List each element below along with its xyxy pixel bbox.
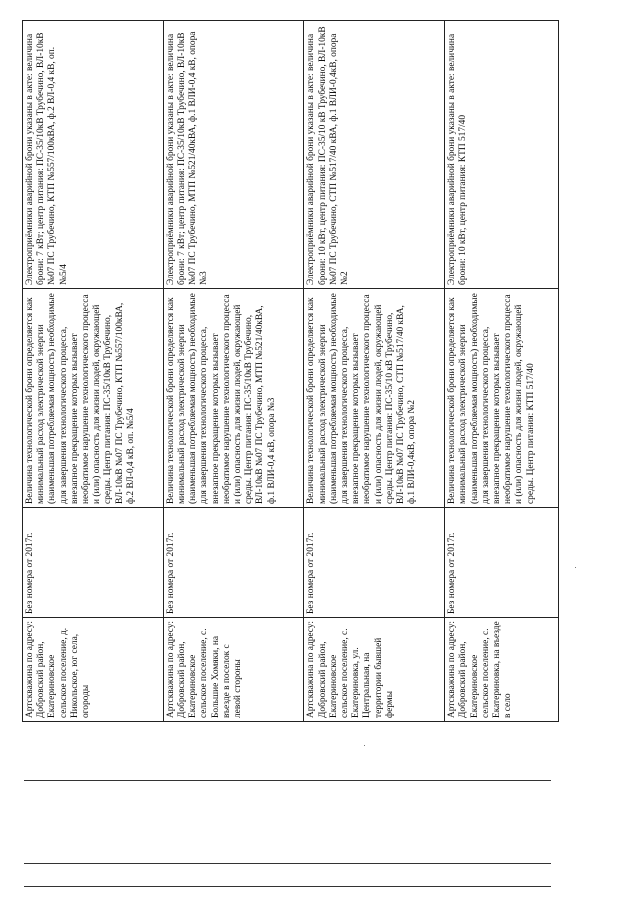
table-row bbox=[304, 21, 445, 722]
emergency-cell: Электроприёмники аварийной брони указаны в акте: величина брони: 7 кВт; центр питания: ПС-35/10кВ Трубечино, ВЛ-10кВ №07 ПС Трубечино, МТП №521/40кВА, ф.1 ВЛИ-0,4 кВ, опора №3 bbox=[163, 21, 304, 289]
number-cell: Без номера от 2017г. bbox=[445, 508, 559, 618]
separator-line bbox=[24, 863, 551, 864]
table-row bbox=[23, 21, 164, 722]
location-cell: Артскважина по адресу: Добровский район, Екатериновское сельское поселение, д. Никольское, юг села, огороды bbox=[23, 618, 164, 722]
table-row bbox=[163, 21, 304, 722]
location-cell: Артскважина по адресу: Добровский район, Екатериновское сельское поселение, с. Большие Хомяки, на въезде в поселок с левой стороны bbox=[163, 618, 304, 722]
emergency-cell: Электроприёмники аварийной брони указаны в акте: величина брони: 10 кВт, центр питания: КТП 517/40 bbox=[445, 21, 559, 289]
scan-speck bbox=[575, 567, 576, 568]
description-cell: Величина технологической брони определяется как минимальный расход электрической энергии (наименьшая потребляемая мощность) необходимые для завершения технологического процесса, внезапное прекращение которых вызывает необратимое нарушение технологического процесса и (или) опасность для жизни людей, окружающей среды. Центр питания: ПС-35/10 кВ Трубечино, ВЛ-10кВ №07 ПС Трубечино, СТП №517/40 кВА, ф.1 ВЛИ-0,4кВ, опора №2 bbox=[304, 289, 445, 508]
table-row bbox=[445, 21, 559, 722]
number-cell: Без номера от 2017г. bbox=[304, 508, 445, 618]
reserve-table bbox=[22, 20, 559, 722]
description-cell: Величина технологической брони определяется как минимальный расход электрической энергии (наименьшая потребляемая мощность) необходимые для завершения технологического процесса, внезапное прекращение которых вызывает необратимое нарушение технологического процесса и (или) опасность для жизни людей, окружающей среды. Центр питания: КТП 517/40 bbox=[445, 289, 559, 508]
location-cell: Артскважина по адресу: Добровский район, Екатериновское сельское поселение, с. Екатериновка, на въезде в село bbox=[445, 618, 559, 722]
separator-line bbox=[24, 886, 551, 887]
description-cell: Величина технологической брони определяется как минимальный расход электрической энергии (наименьшая потребляемая мощность) необходимые для завершения технологического процесса, внезапное прекращение которых вызывает необратимое нарушение технологического процесса и (или) опасность для жизни людей, окружающей среды. Центр питания: ПС-35/10кВ Трубечино, ВЛ-10кВ №07 ПС Трубечино, КТП №557/100кВА, ф.2 ВЛ-0,4 кВ, оп. №5/4 bbox=[23, 289, 164, 508]
description-cell: Величина технологической брони определяется как минимальный расход электрической энергии (наименьшая потребляемая мощность) необходимые для завершения технологического процесса, внезапное прекращение которых вызывает необратимое нарушение технологического процесса и (или) опасность для жизни людей, окружающей среды. Центр питания: ПС-35/10кВ Трубечино, ВЛ-10кВ №07 ПС Трубечино, МТП №521/40кВА, ф.1 ВЛИ-0,4 кВ, опора №3 bbox=[163, 289, 304, 508]
rotated-table-wrapper bbox=[22, 21, 559, 722]
number-cell: Без номера от 2017г. bbox=[163, 508, 304, 618]
number-cell: Без номера от 2017г. bbox=[23, 508, 164, 618]
separator-line bbox=[24, 780, 551, 781]
location-cell: Артскважина по адресу: Добровский район, Екатериновское сельское поселение, с. Екатериновка, ул. Центральная, на территории бывшей фермы bbox=[304, 618, 445, 722]
scan-speck bbox=[364, 745, 365, 746]
emergency-cell: Электроприёмники аварийной брони указаны в акте: величина брони: 10 кВт, центр питания: ПС-35/10 кВ Трубечино, ВЛ-10кВ №07 ПС Трубечино, СТП №517/40 кВА, ф.1 ВЛИ-0,4кВ, опора №2 bbox=[304, 21, 445, 289]
emergency-cell: Электроприёмники аварийной брони указаны в акте: величина брони: 7 кВт; центр питания: ПС-35/10кВ Трубечино, ВЛ-10кВ №07 ПС Трубечино, КТП №557/100кВА, ф.2 ВЛ-0,4 кВ, оп. №5/4 bbox=[23, 21, 164, 289]
